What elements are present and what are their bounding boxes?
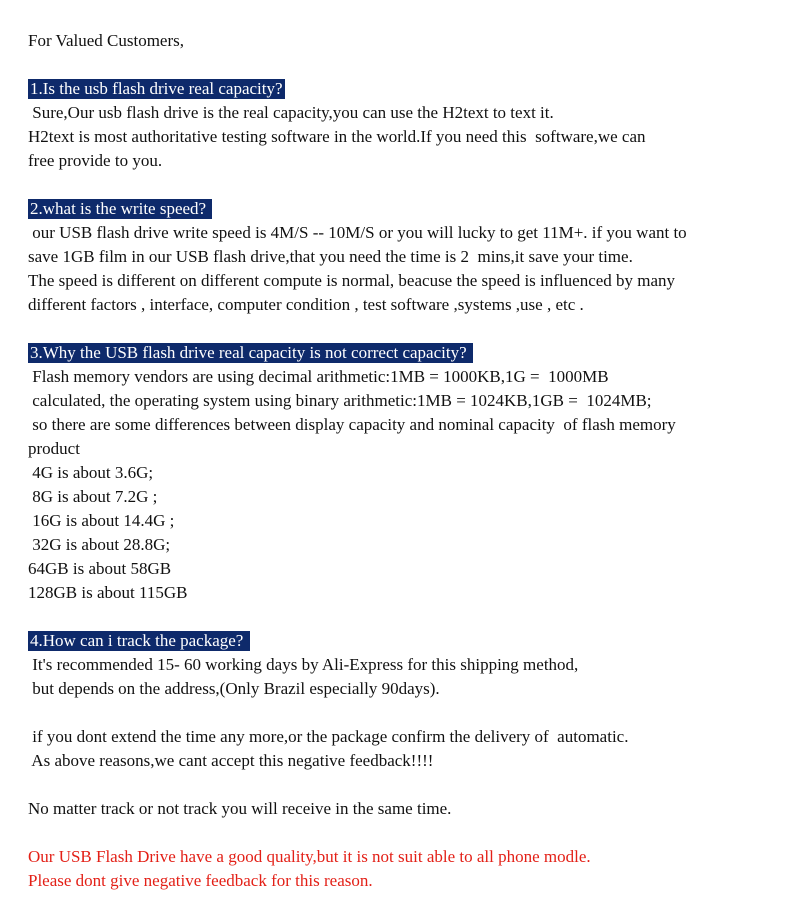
capacity-list-item: 8G is about 7.2G ; (28, 487, 158, 506)
faq-section-4-heading (28, 629, 250, 653)
faq-section-1-line: Sure,Our usb flash drive is the real capacity,you can use the H2text to text it. (28, 103, 554, 122)
feedback-notice: Please dont give negative feedback for this reason. (28, 871, 373, 890)
faq-section-1-line: H2text is most authoritative testing software in the world.If you need this software,we can (28, 127, 646, 146)
heading-highlight: 4.How can i track the package? (30, 631, 248, 650)
capacity-list-item: 4G is about 3.6G; (28, 463, 154, 482)
capacity-list-item: 64GB is about 58GB (28, 559, 172, 578)
capacity-list-item: 16G is about 14.4G ; (28, 511, 175, 530)
capacity-list-item: 128GB is about 115GB (28, 583, 188, 602)
faq-section-2-heading (28, 197, 212, 221)
faq-section-3-line: calculated, the operating system using binary arithmetic:1MB = 1024KB,1GB = 1024MB; (28, 391, 652, 410)
faq-section-3-line: Flash memory vendors are using decimal arithmetic:1MB = 1000KB,1G = 1000MB (28, 367, 609, 386)
heading-highlight: 1.Is the usb flash drive real capacity? (30, 79, 283, 98)
faq-section-4-line: but depends on the address,(Only Brazil especially 90days). (28, 679, 440, 698)
faq-section-3-heading (28, 341, 473, 365)
greeting: For Valued Customers, (28, 31, 184, 50)
faq-section-1-line: free provide to you. (28, 151, 163, 170)
faq-section-2-line: save 1GB film in our USB flash drive,that you need the time is 2 mins,it save your time. (28, 247, 633, 266)
heading-highlight: 2.what is the write speed? (30, 199, 211, 218)
quality-notice: Our USB Flash Drive have a good quality,but it is not suit able to all phone modle. (28, 847, 591, 866)
faq-section-2-line: The speed is different on different compute is normal, beacuse the speed is influenced by many (28, 271, 676, 290)
heading-highlight: 3.Why the USB flash drive real capacity is not correct capacity? (30, 343, 471, 362)
faq-section-4-line: No matter track or not track you will receive in the same time. (28, 799, 452, 818)
faq-section-2-line: different factors , interface, computer condition , test software ,systems ,use , etc . (28, 295, 584, 314)
faq-section-4-line: As above reasons,we cant accept this negative feedback!!!! (28, 751, 434, 770)
capacity-list-item: 32G is about 28.8G; (28, 535, 171, 554)
faq-section-3-line: product (28, 439, 80, 458)
faq-section-1-heading (28, 77, 285, 101)
faq-section-2-line: our USB flash drive write speed is 4M/S -- 10M/S or you will lucky to get 11M+. if you want to (28, 223, 687, 242)
faq-section-4-line: It's recommended 15- 60 working days by Ali-Express for this shipping method, (28, 655, 579, 674)
faq-section-4-line: if you dont extend the time any more,or the package confirm the delivery of automatic. (28, 727, 629, 746)
faq-section-3-line: so there are some differences between display capacity and nominal capacity of flash memory (28, 415, 676, 434)
